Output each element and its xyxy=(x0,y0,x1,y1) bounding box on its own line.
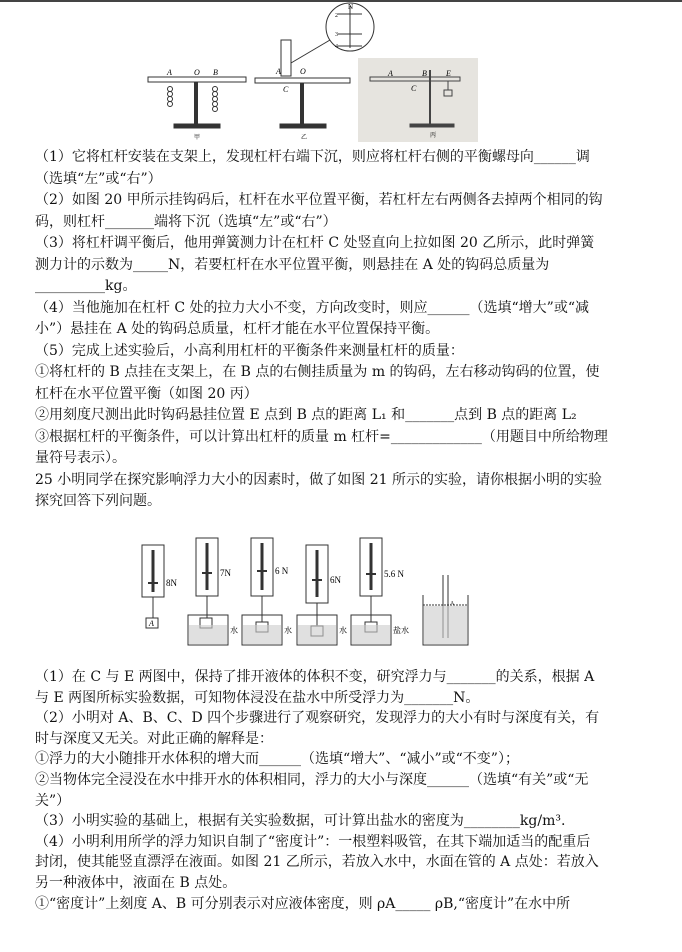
label-O-yi: O xyxy=(300,67,306,76)
caption-yi: 乙 xyxy=(301,135,308,141)
q25-line: （2）小明对 A、B、C、D 四个步骤进行了观察研究，发现浮力的大小有时与深度有关，有 xyxy=(35,710,600,727)
label-B-bing: B xyxy=(422,69,427,78)
q24-line: __________kg。 xyxy=(35,278,137,294)
caption-jia: 甲 xyxy=(194,135,201,141)
question-25 xyxy=(35,667,605,914)
q25-line: 关”） xyxy=(35,792,71,809)
reading-D: 6N xyxy=(330,575,341,585)
q25-intro-line: 探究回答下列问题。 xyxy=(35,493,161,509)
q25-line: 另一种液体中，液面在 B 点处。 xyxy=(35,874,237,891)
q25-intro-line: 25 小明同学在探究影响浮力大小的因素时，做了如图 21 所示的实验，请你根据小明的实验 xyxy=(35,471,602,488)
q25-line: （3）小明实验的基础上，根据有关实验数据，可计算出盐水的密度为________kg/m³. xyxy=(35,813,566,830)
q25-line: ①浮力的大小随排开水体积的增大而______（选填“增大”、“减小”或“不变”）； xyxy=(35,751,519,768)
q25-line: （4）小明利用所学的浮力知识自制了“密度计”：一根塑料吸管，在其下端加适当的配重后 xyxy=(35,833,591,850)
figure-21 xyxy=(130,520,490,650)
q25-line: 封闭，使其能竖直漂浮在液面。如图 21 乙所示，若放入水中，水面在管的 A 点处：若放入 xyxy=(35,854,599,871)
tick-2: 2 xyxy=(335,13,338,19)
q24-line: ①将杠杆的 B 点挂在支架上，在 B 点的右侧挂质量为 m 的钩码，左右移动钩码的位置，使 xyxy=(35,364,600,380)
photo-bing-background xyxy=(358,58,478,142)
liquid-label: 水 xyxy=(284,626,292,635)
q24-line: 小”）悬挂在 A 处的钩码总质量，杠杆才能在水平位置保持平衡。 xyxy=(35,321,440,337)
liquid-label: 水 xyxy=(230,626,238,635)
q25-line: （1）在 C 与 E 两图中，保持了排开液体的体积不变，研究浮力与_______的关系，根据 A xyxy=(35,669,595,685)
q24-line: 量符号表示）。 xyxy=(35,450,126,466)
question-24 xyxy=(35,147,608,513)
caption-bing: 丙 xyxy=(430,133,437,139)
q24-line: （4）当他施加在杠杆 C 处的拉力大小不变，方向改变时，则应______（选填“增大”或“减 xyxy=(35,299,589,316)
label-A-bing: A xyxy=(388,69,393,78)
label-O: O xyxy=(194,68,200,77)
liquid-label: 盐水 xyxy=(393,626,409,635)
q24-line: （2）如图 20 甲所示挂钩码后，杠杆在水平位置平衡，若杠杆左右两侧各去掉两个相同的钩 xyxy=(35,192,603,208)
reading-C: 6 N xyxy=(275,566,289,576)
q25-line: 与 E 两图所标实验数据，可知物体浸没在盐水中所受浮力为_______N。 xyxy=(35,689,480,706)
label-C-bing: C xyxy=(411,84,417,93)
block-label: A xyxy=(149,619,154,628)
figure-20 xyxy=(130,0,500,142)
label-B: B xyxy=(213,68,218,77)
liquid-label: 水 xyxy=(339,626,347,635)
q25-line: 时与深度又无关。对此正确的解释是： xyxy=(35,730,273,747)
lever-diagram-jia xyxy=(148,77,246,128)
label-E-bing: E xyxy=(446,69,451,78)
label-A: A xyxy=(167,68,172,77)
tick-4: 4 xyxy=(335,44,338,50)
reading-B: 7N xyxy=(220,568,231,578)
tube-label: A xyxy=(450,601,455,607)
reading-E: 5.6 N xyxy=(384,569,404,579)
scale-unit-N: N xyxy=(348,3,354,11)
label-A-yi: A xyxy=(276,67,281,76)
q24-line: （5）完成上述实验后，小高利用杠杆的平衡条件来测量杠杆的质量： xyxy=(35,342,464,359)
reading-A: 8N xyxy=(166,578,177,588)
tick-3: 3 xyxy=(335,32,338,38)
q24-line: 码，则杠杆_______端将下沉（选填“左”或“右”） xyxy=(35,213,337,230)
q24-line: 杠杆在水平位置平衡（如图 20 丙） xyxy=(35,385,258,402)
q25-line: ①“密度计”上刻度 A、B 可分别表示对应液体密度，则 ρA_____ ρB,“密度计”在水中所 xyxy=(35,895,571,912)
q24-line: （选填“左”或“右”） xyxy=(35,170,162,187)
q24-line: ③根据杠杆的平衡条件，可以计算出杠杆的质量 m 杠杆=_____________（用题目中所给物理 xyxy=(35,428,608,445)
lever-diagram-yi xyxy=(255,3,374,128)
q24-line: （3）将杠杆调平衡后，他用弹簧测力计在杠杆 C 处竖直向上拉如图 20 乙所示，此时弹簧 xyxy=(35,235,595,251)
q24-line: （1）它将杠杆安装在支架上，发现杠杆右端下沉，则应将杠杆右侧的平衡螺母向______调 xyxy=(35,149,590,165)
q24-line: 测力计的示数为_____N，若要杠杆在水平位置平衡，则悬挂在 A 处的钩码总质量为 xyxy=(35,256,550,273)
label-C-yi: C xyxy=(283,85,289,94)
q24-line: ②用刻度尺测出此时钩码悬挂位置 E 点到 B 点的距离 L₁ 和_______点到 B 点的距离 L₂ xyxy=(35,407,577,423)
q25-line: ②当物体完全浸没在水中排开水的体积相同，浮力的大小与深度______（选填“有关”或“无 xyxy=(35,771,589,788)
